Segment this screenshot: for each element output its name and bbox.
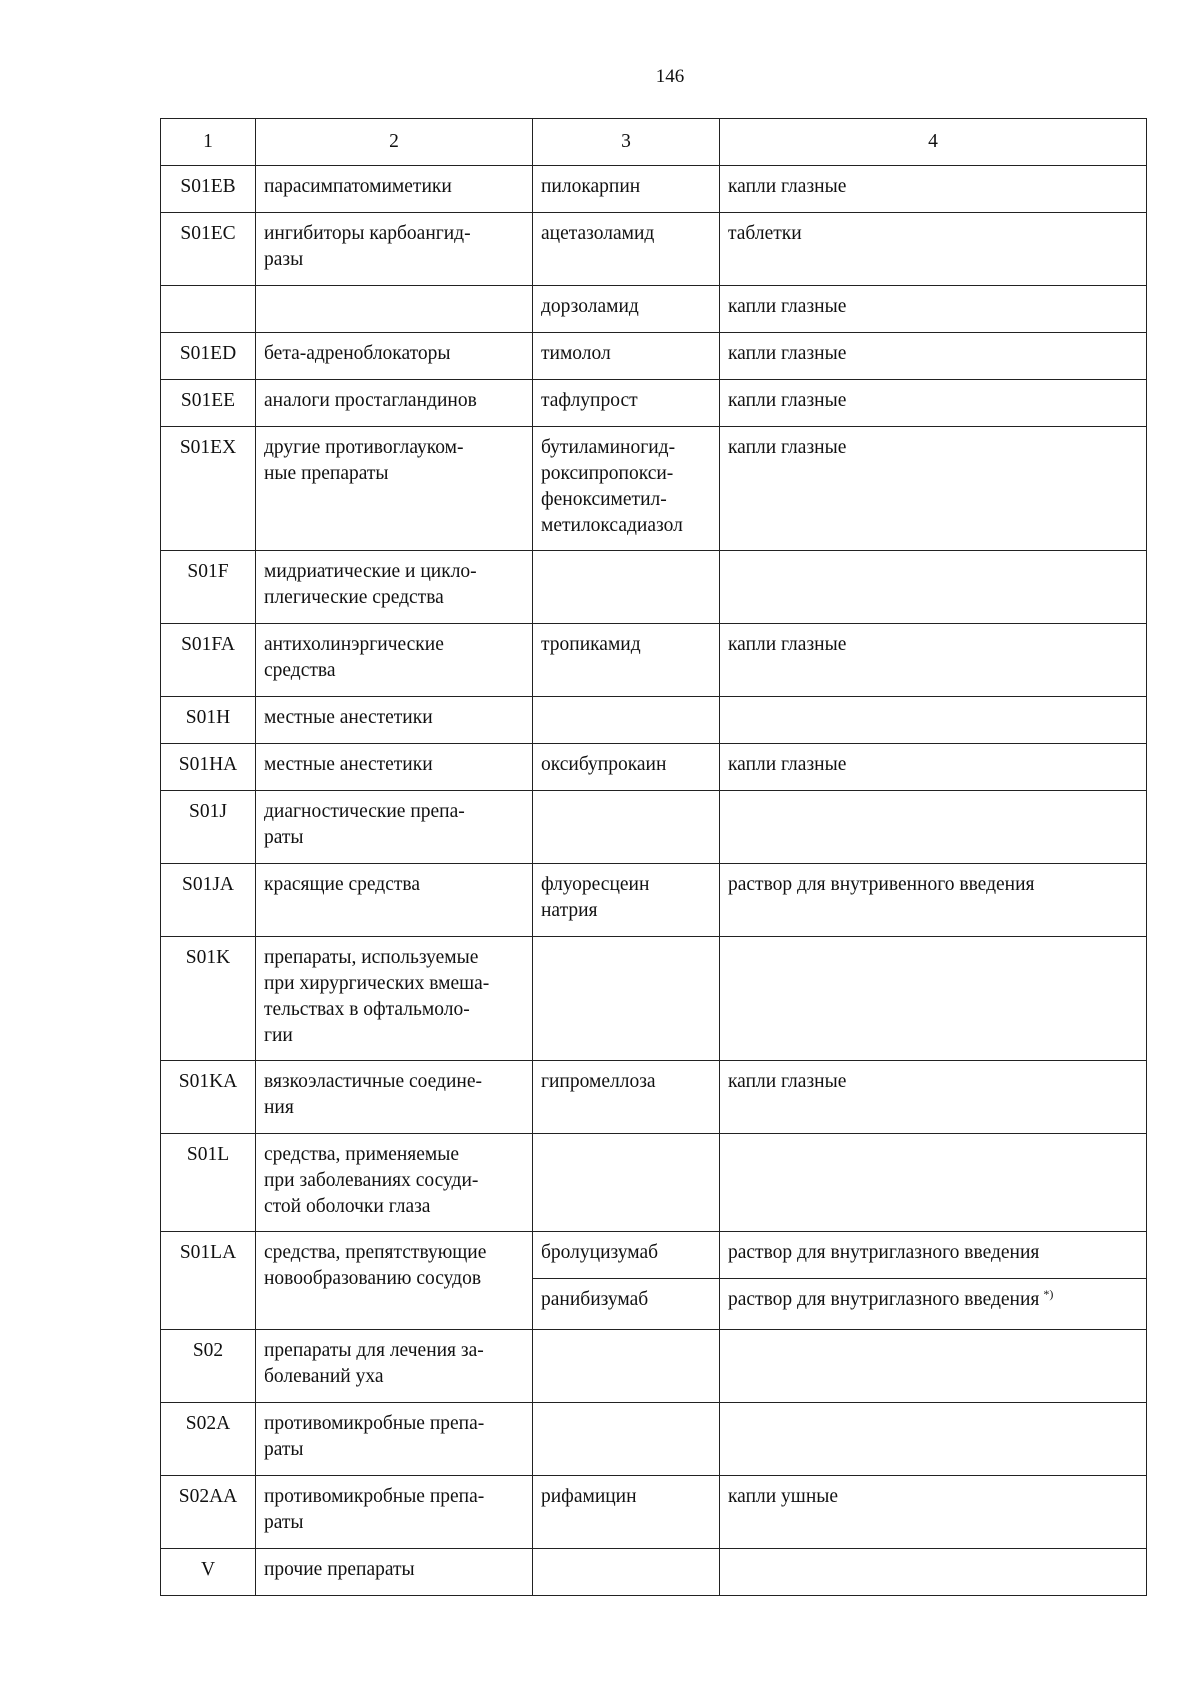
table-row	[161, 697, 1147, 744]
group-name: аналоги простагландинов	[256, 380, 533, 427]
drug-name	[533, 1549, 720, 1596]
table-row	[161, 333, 1147, 380]
atc-code: S01HA	[161, 744, 256, 791]
group-name: препараты, используемые при хирургических вмеша- тельствах в офтальмоло- гии	[256, 937, 533, 1061]
table-row	[161, 286, 1147, 333]
group-name: красящие средства	[256, 864, 533, 937]
atc-code: S01EE	[161, 380, 256, 427]
atc-code: S01KA	[161, 1061, 256, 1134]
table-row	[161, 1549, 1147, 1596]
group-name: средства, препятствующие новообразованию сосудов	[256, 1232, 533, 1330]
dosage-form: капли глазные	[720, 166, 1147, 213]
drug-name: флуоресцеин натрия	[533, 864, 720, 937]
drug-name: оксибупрокаин	[533, 744, 720, 791]
group-name: местные анестетики	[256, 697, 533, 744]
dosage-form: капли глазные	[720, 427, 1147, 551]
dosage-form: капли глазные	[720, 1061, 1147, 1134]
group-name: прочие препараты	[256, 1549, 533, 1596]
dosage-form: капли глазные	[720, 744, 1147, 791]
header-cell-4: 4	[720, 119, 1147, 166]
table-row	[161, 624, 1147, 697]
dosage-form: капли глазные	[720, 333, 1147, 380]
table-row	[161, 1403, 1147, 1476]
atc-code: S01EB	[161, 166, 256, 213]
atc-code: S01JA	[161, 864, 256, 937]
drug-name: бутиламиногид- роксипропокси- феноксиметил- метилоксадиазол	[533, 427, 720, 551]
atc-code: V	[161, 1549, 256, 1596]
atc-code	[161, 286, 256, 333]
table-row	[161, 864, 1147, 937]
dosage-form: раствор для внутривенного введения	[720, 864, 1147, 937]
group-name: противомикробные препа- раты	[256, 1476, 533, 1549]
group-name: местные анестетики	[256, 744, 533, 791]
group-name: средства, применяемые при заболеваниях сосуди- стой оболочки глаза	[256, 1134, 533, 1232]
drug-name: бролуцизумаб	[533, 1232, 720, 1279]
drug-name	[533, 1403, 720, 1476]
drug-name	[533, 791, 720, 864]
atc-code: S01EC	[161, 213, 256, 286]
group-name: препараты для лечения за- болеваний уха	[256, 1330, 533, 1403]
atc-code: S01F	[161, 551, 256, 624]
drug-name: рифамицин	[533, 1476, 720, 1549]
dosage-form	[720, 937, 1147, 1061]
table-row	[161, 744, 1147, 791]
table-row	[161, 551, 1147, 624]
dosage-form	[720, 1330, 1147, 1403]
dosage-form: раствор для внутриглазного введения	[720, 1232, 1147, 1279]
drug-name: гипромеллоза	[533, 1061, 720, 1134]
group-name: мидриатические и цикло- плегические средства	[256, 551, 533, 624]
table-row	[161, 1061, 1147, 1134]
drug-name: пилокарпин	[533, 166, 720, 213]
table-row	[161, 1476, 1147, 1549]
drug-name	[533, 697, 720, 744]
drug-name	[533, 1134, 720, 1232]
drug-table	[160, 118, 1147, 1596]
group-name: диагностические препа- раты	[256, 791, 533, 864]
dosage-form: капли ушные	[720, 1476, 1147, 1549]
drug-name: ранибизумаб	[533, 1279, 720, 1330]
table-row	[161, 427, 1147, 551]
group-name: другие противоглауком- ные препараты	[256, 427, 533, 551]
drug-name: дорзоламид	[533, 286, 720, 333]
drug-name	[533, 1330, 720, 1403]
table-row	[161, 937, 1147, 1061]
dosage-form	[720, 551, 1147, 624]
drug-name: тропикамид	[533, 624, 720, 697]
atc-code: S01ED	[161, 333, 256, 380]
table-row	[161, 166, 1147, 213]
table-row	[161, 1330, 1147, 1403]
table-row	[161, 1134, 1147, 1232]
drug-name: тафлупрост	[533, 380, 720, 427]
dosage-form: капли глазные	[720, 380, 1147, 427]
dosage-form-cell	[720, 1279, 1147, 1330]
atc-code: S01J	[161, 791, 256, 864]
atc-code: S02AA	[161, 1476, 256, 1549]
dosage-form: таблетки	[720, 213, 1147, 286]
atc-code: S01FA	[161, 624, 256, 697]
group-name: ингибиторы карбоангид- разы	[256, 213, 533, 286]
dosage-form: капли глазные	[720, 286, 1147, 333]
group-name	[256, 286, 533, 333]
dosage-form	[720, 1134, 1147, 1232]
table-row	[161, 213, 1147, 286]
drug-name	[533, 937, 720, 1061]
footnote-mark: *)	[1043, 1286, 1054, 1301]
dosage-form	[720, 697, 1147, 744]
table-row	[161, 380, 1147, 427]
group-name: парасимпатомиметики	[256, 166, 533, 213]
atc-code: S01K	[161, 937, 256, 1061]
page-number: 146	[655, 66, 685, 87]
atc-code: S01H	[161, 697, 256, 744]
dosage-form: раствор для внутриглазного введения	[728, 1289, 1040, 1310]
header-cell-2: 2	[256, 119, 533, 166]
group-name: вязкоэластичные соедине- ния	[256, 1061, 533, 1134]
table-row	[161, 1232, 1147, 1279]
header-cell-3: 3	[533, 119, 720, 166]
header-row	[161, 119, 1147, 166]
group-name: бета-адреноблокаторы	[256, 333, 533, 380]
atc-code: S02	[161, 1330, 256, 1403]
atc-code: S02A	[161, 1403, 256, 1476]
drug-name: тимолол	[533, 333, 720, 380]
dosage-form: капли глазные	[720, 624, 1147, 697]
group-name: противомикробные препа- раты	[256, 1403, 533, 1476]
dosage-form	[720, 1403, 1147, 1476]
atc-code: S01LA	[161, 1232, 256, 1330]
dosage-form	[720, 791, 1147, 864]
table-row	[161, 791, 1147, 864]
drug-name: ацетазоламид	[533, 213, 720, 286]
atc-code: S01EX	[161, 427, 256, 551]
drug-name	[533, 551, 720, 624]
atc-code: S01L	[161, 1134, 256, 1232]
header-cell-1: 1	[161, 119, 256, 166]
dosage-form	[720, 1549, 1147, 1596]
group-name: антихолинэргические средства	[256, 624, 533, 697]
